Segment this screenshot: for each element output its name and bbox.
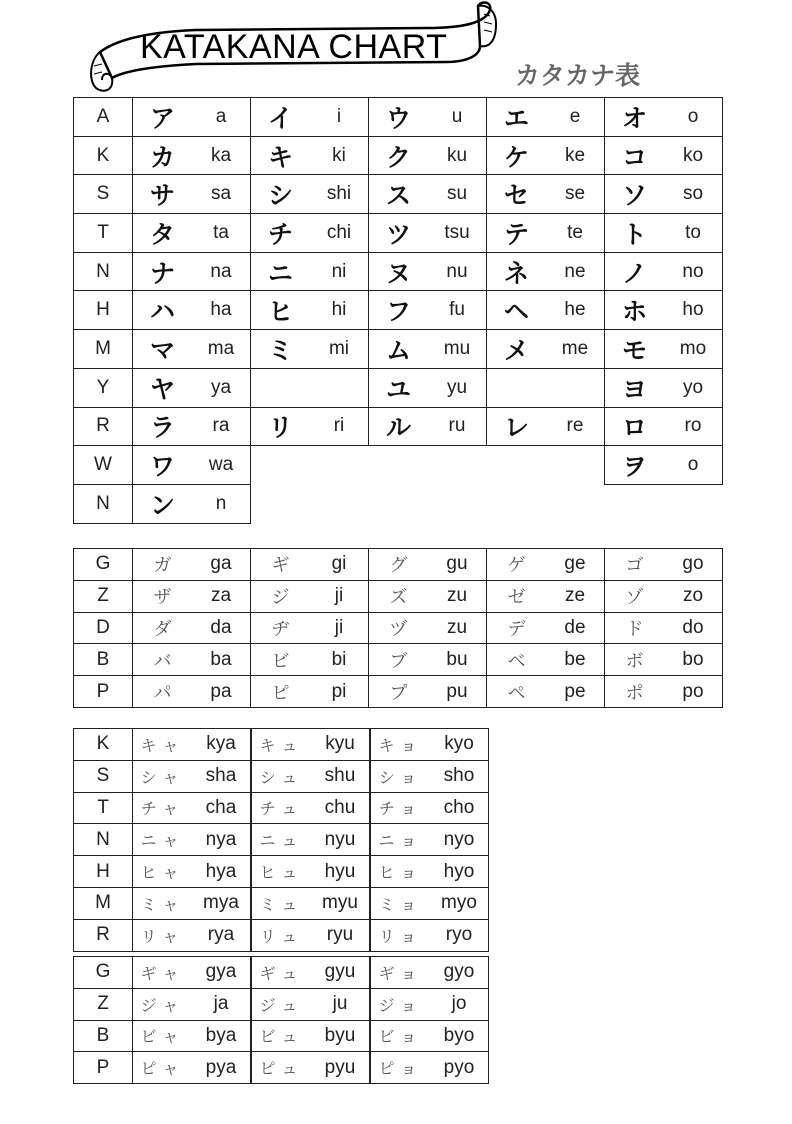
kana-cell: イ bbox=[251, 98, 311, 137]
romaji-cell: u bbox=[428, 98, 487, 137]
romaji-cell: be bbox=[546, 644, 605, 676]
kana-cell: ペ bbox=[487, 676, 547, 708]
kana-cell: リョ bbox=[371, 919, 431, 951]
romaji-cell: jo bbox=[430, 988, 489, 1020]
kana-cell: マ bbox=[133, 330, 193, 369]
row-label: T bbox=[74, 214, 133, 253]
romaji-cell: ho bbox=[664, 291, 723, 330]
row-label: N bbox=[74, 252, 133, 291]
kana-cell: ミャ bbox=[133, 887, 193, 919]
kana-cell: ジャ bbox=[133, 988, 193, 1020]
kana-cell: ア bbox=[133, 98, 193, 137]
kana-cell: ポ bbox=[605, 676, 665, 708]
kana-cell: ヒ bbox=[251, 291, 311, 330]
kana-cell: ボ bbox=[605, 644, 665, 676]
romaji-cell: n bbox=[192, 484, 251, 523]
kana-cell: ニャ bbox=[133, 824, 193, 856]
kana-cell: ガ bbox=[133, 549, 193, 581]
kana-cell: メ bbox=[487, 330, 547, 369]
romaji-cell: pa bbox=[192, 676, 251, 708]
table-row bbox=[74, 644, 723, 676]
kana-cell: チ bbox=[251, 214, 311, 253]
kana-cell: セ bbox=[487, 175, 547, 214]
kana-cell: ヅ bbox=[369, 612, 429, 644]
row-label: Z bbox=[74, 580, 133, 612]
romaji-cell: mya bbox=[192, 887, 251, 919]
romaji-cell: ja bbox=[192, 988, 251, 1020]
romaji-cell: zo bbox=[664, 580, 723, 612]
kana-cell: サ bbox=[133, 175, 193, 214]
romaji-cell: ta bbox=[192, 214, 251, 253]
romaji-cell: ni bbox=[310, 252, 369, 291]
table-row bbox=[74, 957, 489, 989]
kana-cell: チョ bbox=[371, 792, 431, 824]
table-row bbox=[74, 919, 489, 951]
kana-cell: ケ bbox=[487, 136, 547, 175]
kana-cell: ミュ bbox=[252, 887, 312, 919]
kana-cell: ヂ bbox=[251, 612, 311, 644]
kana-cell: ダ bbox=[133, 612, 193, 644]
kana-cell: レ bbox=[487, 407, 547, 446]
romaji-cell: pu bbox=[428, 676, 487, 708]
kana-cell: ツ bbox=[369, 214, 429, 253]
romaji-cell: bu bbox=[428, 644, 487, 676]
romaji-cell: ryu bbox=[311, 919, 370, 951]
row-label: P bbox=[74, 1052, 133, 1084]
kana-cell: ベ bbox=[487, 644, 547, 676]
kana-cell: ズ bbox=[369, 580, 429, 612]
romaji-cell: pyo bbox=[430, 1052, 489, 1084]
table-row bbox=[74, 330, 723, 369]
kana-cell: バ bbox=[133, 644, 193, 676]
romaji-cell: pyu bbox=[311, 1052, 370, 1084]
romaji-cell: sa bbox=[192, 175, 251, 214]
romaji-cell: i bbox=[310, 98, 369, 137]
romaji-cell: sha bbox=[192, 760, 251, 792]
romaji-cell: hya bbox=[192, 856, 251, 888]
kana-cell: ナ bbox=[133, 252, 193, 291]
kana-cell: ニョ bbox=[371, 824, 431, 856]
romaji-cell: ro bbox=[664, 407, 723, 446]
romaji-cell: ku bbox=[428, 136, 487, 175]
kana-cell: キョ bbox=[371, 729, 431, 761]
kana-cell: ク bbox=[369, 136, 429, 175]
romaji-cell: rya bbox=[192, 919, 251, 951]
romaji-cell: he bbox=[546, 291, 605, 330]
table-row bbox=[74, 446, 723, 485]
romaji-cell: gyu bbox=[311, 957, 370, 989]
kana-cell: ラ bbox=[133, 407, 193, 446]
kana-cell: ビョ bbox=[371, 1020, 431, 1052]
romaji-cell: se bbox=[546, 175, 605, 214]
romaji-cell: kya bbox=[192, 729, 251, 761]
kana-cell: ジ bbox=[251, 580, 311, 612]
romaji-cell: mi bbox=[310, 330, 369, 369]
kana-cell: ム bbox=[369, 330, 429, 369]
kana-cell: テ bbox=[487, 214, 547, 253]
kana-cell: ト bbox=[605, 214, 665, 253]
romaji-cell: wa bbox=[192, 446, 251, 485]
romaji-cell: bya bbox=[192, 1020, 251, 1052]
kana-cell: ヨ bbox=[605, 368, 665, 407]
kana-cell: ロ bbox=[605, 407, 665, 446]
empty-cell bbox=[487, 368, 605, 407]
romaji-cell: nya bbox=[192, 824, 251, 856]
table-row bbox=[74, 484, 723, 523]
romaji-cell: myu bbox=[311, 887, 370, 919]
romaji-cell: ri bbox=[310, 407, 369, 446]
romaji-cell: ze bbox=[546, 580, 605, 612]
romaji-cell: ya bbox=[192, 368, 251, 407]
kana-cell: ギョ bbox=[371, 957, 431, 989]
romaji-cell: ne bbox=[546, 252, 605, 291]
row-label: K bbox=[74, 729, 133, 761]
row-label: S bbox=[74, 760, 133, 792]
kana-cell: ニュ bbox=[252, 824, 312, 856]
empty-cell bbox=[251, 446, 369, 485]
kana-cell: ス bbox=[369, 175, 429, 214]
kana-cell: グ bbox=[369, 549, 429, 581]
kana-cell: キュ bbox=[252, 729, 312, 761]
page-title: KATAKANA CHART bbox=[140, 28, 448, 66]
row-label: Y bbox=[74, 368, 133, 407]
table-row bbox=[74, 1020, 489, 1052]
kana-cell: ギャ bbox=[133, 957, 193, 989]
kana-cell: ピャ bbox=[133, 1052, 193, 1084]
kana-cell: ジョ bbox=[371, 988, 431, 1020]
kana-cell: チュ bbox=[252, 792, 312, 824]
kana-cell: ビャ bbox=[133, 1020, 193, 1052]
row-label: S bbox=[74, 175, 133, 214]
romaji-cell: ge bbox=[546, 549, 605, 581]
kana-cell: ヒャ bbox=[133, 856, 193, 888]
table-row bbox=[74, 988, 489, 1020]
romaji-cell: da bbox=[192, 612, 251, 644]
table-row bbox=[74, 824, 489, 856]
empty-cell bbox=[251, 368, 369, 407]
kana-cell: ミョ bbox=[371, 887, 431, 919]
kana-cell: ジュ bbox=[252, 988, 312, 1020]
table-row bbox=[74, 760, 489, 792]
empty-cell bbox=[369, 484, 487, 523]
dakuten-table bbox=[73, 548, 723, 708]
romaji-cell: go bbox=[664, 549, 723, 581]
romaji-cell: o bbox=[664, 446, 723, 485]
kana-cell: ン bbox=[133, 484, 193, 523]
romaji-cell: te bbox=[546, 214, 605, 253]
kana-cell: ハ bbox=[133, 291, 193, 330]
romaji-cell: po bbox=[664, 676, 723, 708]
romaji-cell: na bbox=[192, 252, 251, 291]
romaji-cell: gyo bbox=[430, 957, 489, 989]
romaji-cell: ba bbox=[192, 644, 251, 676]
page-subtitle: カタカナ表 bbox=[515, 61, 641, 90]
romaji-cell: kyu bbox=[311, 729, 370, 761]
kana-cell: ブ bbox=[369, 644, 429, 676]
row-label: B bbox=[74, 644, 133, 676]
kana-cell: キャ bbox=[133, 729, 193, 761]
table-row bbox=[74, 136, 723, 175]
romaji-cell: zu bbox=[428, 580, 487, 612]
table-row bbox=[74, 98, 723, 137]
kana-cell: パ bbox=[133, 676, 193, 708]
romaji-cell: yo bbox=[664, 368, 723, 407]
romaji-cell: cha bbox=[192, 792, 251, 824]
kana-cell: ビュ bbox=[252, 1020, 312, 1052]
romaji-cell: nu bbox=[428, 252, 487, 291]
romaji-cell: tsu bbox=[428, 214, 487, 253]
kana-cell: ギュ bbox=[252, 957, 312, 989]
row-label: K bbox=[74, 136, 133, 175]
romaji-cell: mu bbox=[428, 330, 487, 369]
kana-cell: ヲ bbox=[605, 446, 665, 485]
table-row bbox=[74, 175, 723, 214]
table-row bbox=[74, 252, 723, 291]
romaji-cell: pe bbox=[546, 676, 605, 708]
romaji-cell: a bbox=[192, 98, 251, 137]
romaji-cell: za bbox=[192, 580, 251, 612]
romaji-cell: hyu bbox=[311, 856, 370, 888]
romaji-cell: ka bbox=[192, 136, 251, 175]
yoon-table bbox=[73, 728, 489, 952]
romaji-cell: ryo bbox=[430, 919, 489, 951]
row-label: A bbox=[74, 98, 133, 137]
kana-cell: ザ bbox=[133, 580, 193, 612]
romaji-cell: de bbox=[546, 612, 605, 644]
kana-cell: ゲ bbox=[487, 549, 547, 581]
empty-cell bbox=[369, 446, 487, 485]
romaji-cell: fu bbox=[428, 291, 487, 330]
kana-cell: ヘ bbox=[487, 291, 547, 330]
table-row bbox=[74, 549, 723, 581]
romaji-cell: nyu bbox=[311, 824, 370, 856]
kana-cell: ウ bbox=[369, 98, 429, 137]
romaji-cell: sho bbox=[430, 760, 489, 792]
kana-cell: ヒョ bbox=[371, 856, 431, 888]
kana-cell: ネ bbox=[487, 252, 547, 291]
romaji-cell: pya bbox=[192, 1052, 251, 1084]
romaji-cell: ji bbox=[310, 612, 369, 644]
table-row bbox=[74, 407, 723, 446]
romaji-cell: to bbox=[664, 214, 723, 253]
romaji-cell: byo bbox=[430, 1020, 489, 1052]
kana-cell: ヒュ bbox=[252, 856, 312, 888]
romaji-cell: ra bbox=[192, 407, 251, 446]
empty-cell bbox=[605, 484, 723, 523]
kana-cell: リ bbox=[251, 407, 311, 446]
romaji-cell: ke bbox=[546, 136, 605, 175]
row-label: N bbox=[74, 824, 133, 856]
kana-cell: シュ bbox=[252, 760, 312, 792]
kana-cell: シャ bbox=[133, 760, 193, 792]
table-row bbox=[74, 1052, 489, 1084]
kana-cell: ミ bbox=[251, 330, 311, 369]
kana-cell: ピョ bbox=[371, 1052, 431, 1084]
row-label: P bbox=[74, 676, 133, 708]
kana-cell: ホ bbox=[605, 291, 665, 330]
empty-cell bbox=[251, 484, 369, 523]
romaji-cell: e bbox=[546, 98, 605, 137]
empty-cell bbox=[487, 446, 605, 485]
table-row bbox=[74, 676, 723, 708]
row-label: G bbox=[74, 957, 133, 989]
romaji-cell: pi bbox=[310, 676, 369, 708]
kana-cell: コ bbox=[605, 136, 665, 175]
kana-cell: ド bbox=[605, 612, 665, 644]
kana-cell: ル bbox=[369, 407, 429, 446]
romaji-cell: nyo bbox=[430, 824, 489, 856]
romaji-cell: yu bbox=[428, 368, 487, 407]
romaji-cell: cho bbox=[430, 792, 489, 824]
romaji-cell: gi bbox=[310, 549, 369, 581]
basic-katakana-table bbox=[73, 97, 723, 524]
row-label: H bbox=[74, 856, 133, 888]
romaji-cell: chi bbox=[310, 214, 369, 253]
kana-cell: ショ bbox=[371, 760, 431, 792]
kana-cell: ピュ bbox=[252, 1052, 312, 1084]
kana-cell: ゼ bbox=[487, 580, 547, 612]
row-label: R bbox=[74, 407, 133, 446]
romaji-cell: byu bbox=[311, 1020, 370, 1052]
yoon-dakuten-table bbox=[73, 956, 489, 1084]
table-row bbox=[74, 368, 723, 407]
kana-cell: ワ bbox=[133, 446, 193, 485]
row-label: Z bbox=[74, 988, 133, 1020]
kana-cell: リュ bbox=[252, 919, 312, 951]
kana-cell: ヤ bbox=[133, 368, 193, 407]
romaji-cell: myo bbox=[430, 887, 489, 919]
romaji-cell: hi bbox=[310, 291, 369, 330]
table-row bbox=[74, 729, 489, 761]
romaji-cell: ga bbox=[192, 549, 251, 581]
kana-cell: モ bbox=[605, 330, 665, 369]
romaji-cell: shi bbox=[310, 175, 369, 214]
row-label: H bbox=[74, 291, 133, 330]
row-label: N bbox=[74, 484, 133, 523]
romaji-cell: su bbox=[428, 175, 487, 214]
kana-cell: ニ bbox=[251, 252, 311, 291]
romaji-cell: ki bbox=[310, 136, 369, 175]
row-label: T bbox=[74, 792, 133, 824]
romaji-cell: o bbox=[664, 98, 723, 137]
romaji-cell: ji bbox=[310, 580, 369, 612]
romaji-cell: ma bbox=[192, 330, 251, 369]
table-row bbox=[74, 856, 489, 888]
romaji-cell: ko bbox=[664, 136, 723, 175]
row-label: B bbox=[74, 1020, 133, 1052]
romaji-cell: me bbox=[546, 330, 605, 369]
romaji-cell: mo bbox=[664, 330, 723, 369]
romaji-cell: ha bbox=[192, 291, 251, 330]
romaji-cell: do bbox=[664, 612, 723, 644]
romaji-cell: chu bbox=[311, 792, 370, 824]
table-row bbox=[74, 792, 489, 824]
kana-cell: ゾ bbox=[605, 580, 665, 612]
kana-cell: チャ bbox=[133, 792, 193, 824]
table-row bbox=[74, 612, 723, 644]
romaji-cell: gu bbox=[428, 549, 487, 581]
kana-cell: ゴ bbox=[605, 549, 665, 581]
row-label: D bbox=[74, 612, 133, 644]
table-row bbox=[74, 887, 489, 919]
romaji-cell: bi bbox=[310, 644, 369, 676]
row-label: M bbox=[74, 330, 133, 369]
kana-cell: ピ bbox=[251, 676, 311, 708]
empty-cell bbox=[487, 484, 605, 523]
kana-cell: オ bbox=[605, 98, 665, 137]
romaji-cell: zu bbox=[428, 612, 487, 644]
romaji-cell: hyo bbox=[430, 856, 489, 888]
romaji-cell: bo bbox=[664, 644, 723, 676]
kana-cell: ギ bbox=[251, 549, 311, 581]
row-label: G bbox=[74, 549, 133, 581]
kana-cell: エ bbox=[487, 98, 547, 137]
romaji-cell: no bbox=[664, 252, 723, 291]
romaji-cell: re bbox=[546, 407, 605, 446]
kana-cell: リャ bbox=[133, 919, 193, 951]
kana-cell: キ bbox=[251, 136, 311, 175]
romaji-cell: ru bbox=[428, 407, 487, 446]
kana-cell: デ bbox=[487, 612, 547, 644]
romaji-cell: shu bbox=[311, 760, 370, 792]
kana-cell: ヌ bbox=[369, 252, 429, 291]
romaji-cell: kyo bbox=[430, 729, 489, 761]
romaji-cell: ju bbox=[311, 988, 370, 1020]
table-row bbox=[74, 291, 723, 330]
row-label: R bbox=[74, 919, 133, 951]
kana-cell: ソ bbox=[605, 175, 665, 214]
table-row bbox=[74, 214, 723, 253]
kana-cell: フ bbox=[369, 291, 429, 330]
row-label: M bbox=[74, 887, 133, 919]
kana-cell: ノ bbox=[605, 252, 665, 291]
romaji-cell: gya bbox=[192, 957, 251, 989]
kana-cell: カ bbox=[133, 136, 193, 175]
kana-cell: ユ bbox=[369, 368, 429, 407]
romaji-cell: so bbox=[664, 175, 723, 214]
kana-cell: タ bbox=[133, 214, 193, 253]
row-label: W bbox=[74, 446, 133, 485]
kana-cell: プ bbox=[369, 676, 429, 708]
kana-cell: シ bbox=[251, 175, 311, 214]
table-row bbox=[74, 580, 723, 612]
kana-cell: ビ bbox=[251, 644, 311, 676]
